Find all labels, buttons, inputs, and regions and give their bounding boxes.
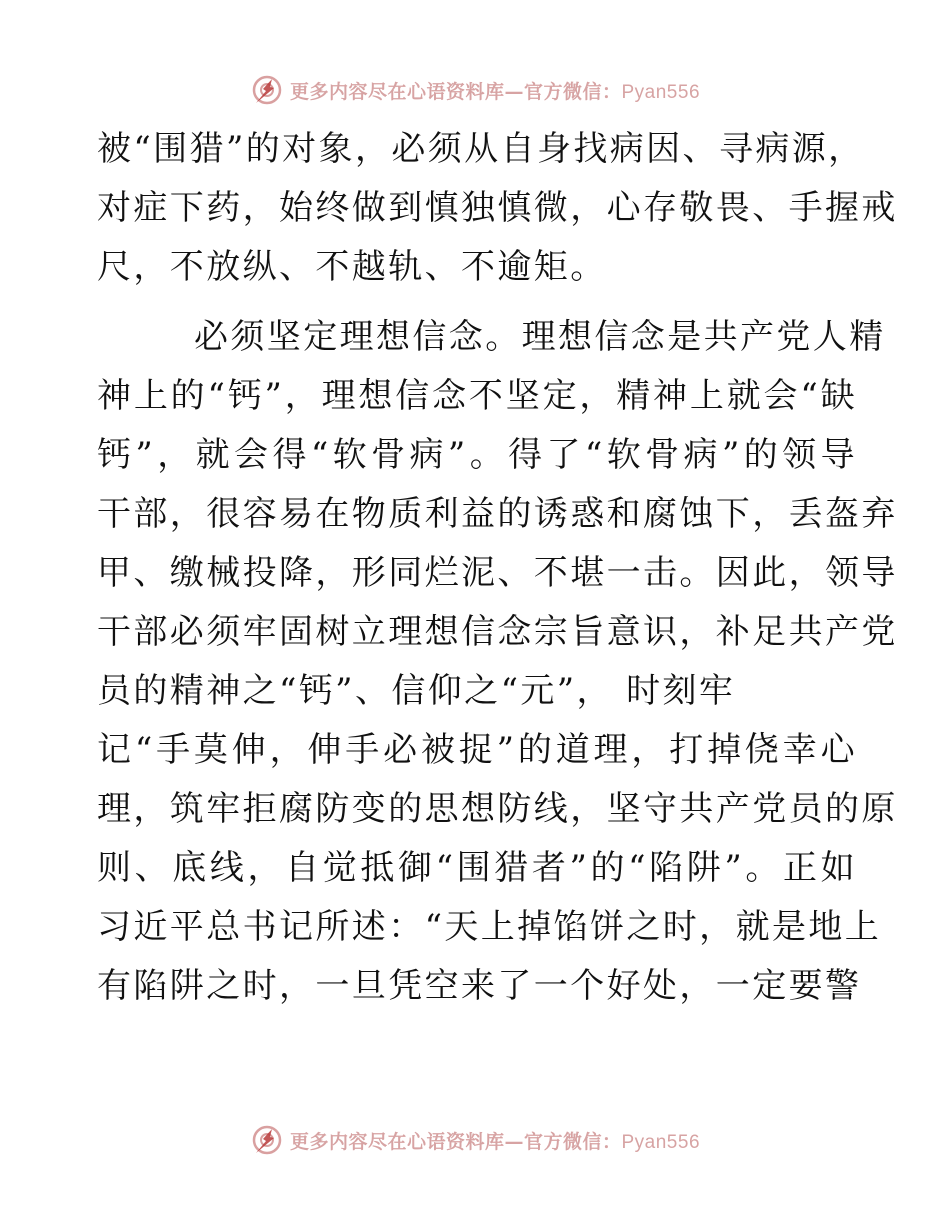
- text-line: 理，筑牢拒腐防变的思想防线，坚守共产党员的原: [97, 789, 898, 829]
- watermark-label: 更多内容尽在心语资料库—官方微信：: [289, 1130, 622, 1153]
- watermark-handle: Pyan556: [621, 81, 701, 103]
- text-line: 干部，很容易在物质利益的诱惑和腐蚀下，丢盔弃: [97, 494, 898, 534]
- watermark-label: 更多内容尽在心语资料库—官方微信：: [289, 80, 622, 103]
- text-line: 必须坚定理想信念。理想信念是共产党人精: [194, 317, 886, 357]
- text-line: 钙”，就会得“软骨病”。得了“软骨病”的领导: [97, 435, 857, 475]
- watermark-footer: [0, 1120, 950, 1160]
- text-line: 尺，不放纵、不越轨、不逾矩。: [97, 247, 607, 287]
- document-body: [97, 120, 898, 1016]
- text-line: 习近平总书记所述：“天上掉馅饼之时，就是地上: [97, 907, 882, 947]
- text-line: 对症下药，始终做到慎独慎微，心存敬畏、手握戒: [97, 188, 898, 228]
- watermark-logo-icon: [250, 73, 284, 107]
- watermark-text: [290, 77, 700, 104]
- text-line: 甲、缴械投降，形同烂泥、不堪一击。因此，领导: [97, 553, 898, 593]
- text-line: 有陷阱之时，一旦凭空来了一个好处，一定要警: [97, 966, 862, 1006]
- watermark-logo-icon: [250, 1123, 284, 1157]
- watermark-text: [290, 1127, 700, 1154]
- text-line: 员的精神之“钙”、信仰之“元”， 时刻牢: [97, 671, 736, 711]
- watermark-handle: Pyan556: [621, 1131, 701, 1153]
- watermark-header: [0, 70, 950, 110]
- text-line: 则、底线，自觉抵御“围猎者”的“陷阱”。正如: [97, 848, 857, 888]
- text-line: 干部必须牢固树立理想信念宗旨意识，补足共产党: [97, 612, 898, 652]
- text-line: 记“手莫伸，伸手必被捉”的道理，打掉侥幸心: [97, 730, 857, 770]
- text-line: 神上的“钙”，理想信念不坚定，精神上就会“缺: [97, 376, 857, 416]
- text-line: 被“围猎”的对象，必须从自身找病因、寻病源，: [97, 129, 865, 169]
